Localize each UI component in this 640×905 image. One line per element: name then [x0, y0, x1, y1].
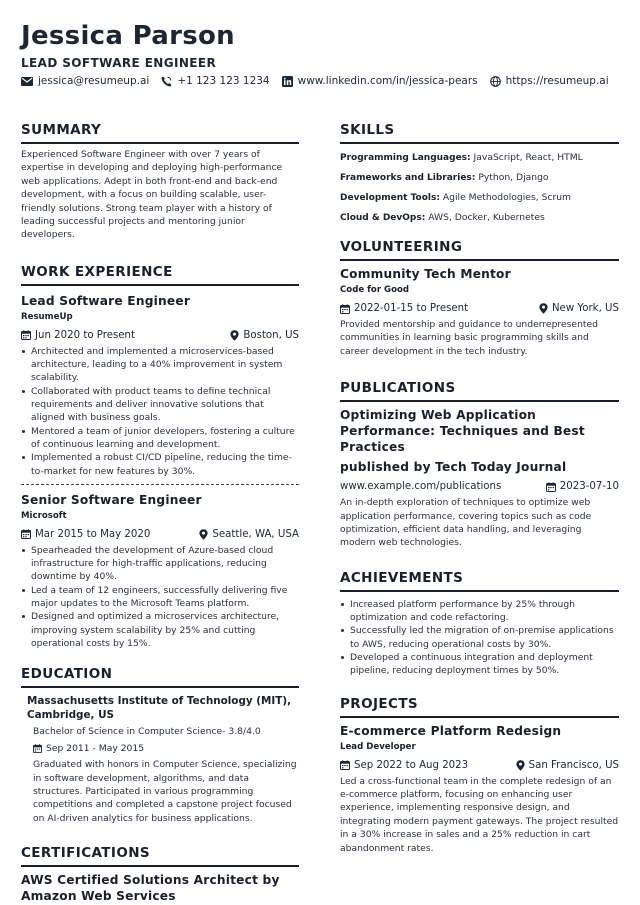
skill-value: Agile Methodologies, Scrum: [439, 192, 572, 203]
entry-divider: [21, 484, 299, 485]
contact-phone[interactable]: [161, 75, 269, 87]
skill-value: JavaScript, React, HTML: [470, 152, 583, 163]
job-meta: [21, 529, 299, 540]
envelope-icon: [21, 77, 33, 86]
summary-text: Experienced Software Engineer with over 7 years of expertise in developing and deploying high-performance web applications. Adept in both front-end and back-end development, with a focus on building scalable, user-friendly solutions. Strong team player with a history of leading successful projects and mentoring junior developers.: [21, 149, 283, 241]
education-details: [33, 726, 299, 825]
education-section: [21, 666, 299, 825]
publications-heading: PUBLICATIONS: [340, 380, 619, 402]
job-location: [230, 330, 299, 341]
skill-row: [340, 191, 619, 205]
education-heading: EDUCATION: [21, 666, 299, 688]
phone-icon: [161, 76, 172, 87]
volunteer-location: [539, 303, 619, 314]
education-degree: Bachelor of Science in Computer Science- 3.8/4.0: [33, 726, 261, 738]
calendar-icon: [546, 482, 556, 492]
publication-title: Optimizing Web Application Performance: Techniques and Best Practices: [340, 408, 585, 455]
project-dates-text: Sep 2022 to Aug 2023: [354, 759, 469, 771]
skill-row: [340, 151, 619, 165]
job-location-text: Seattle, WA, USA: [212, 528, 299, 540]
project-dates: [340, 760, 468, 771]
skills-heading: SKILLS: [340, 122, 619, 144]
job-dates-text: Mar 2015 to May 2020: [35, 528, 151, 540]
list-item: Collaborated with product teams to define technical requirements and deliver innovative solutions that aligned with business goals.: [21, 385, 299, 425]
publication-url[interactable]: www.example.com/publications: [340, 481, 502, 493]
skill-label: Frameworks and Libraries:: [340, 173, 476, 183]
calendar-icon: [33, 744, 42, 753]
certification-title: AWS Certified Solutions Architect by Amazon Web Services: [21, 873, 280, 904]
publications-section: [340, 380, 619, 550]
job-title: Senior Software Engineer: [21, 492, 202, 507]
certifications-heading: CERTIFICATIONS: [21, 845, 299, 867]
skill-label: Programming Languages:: [340, 153, 471, 163]
project-title: E-commerce Platform Redesign: [340, 723, 562, 738]
skill-value: Python, Django: [475, 172, 549, 183]
work-section: [21, 264, 299, 650]
skill-label: Development Tools:: [340, 193, 440, 203]
job-entry: [21, 293, 299, 478]
summary-heading: SUMMARY: [21, 122, 299, 144]
calendar-icon: [21, 330, 31, 340]
publication-meta: [340, 481, 619, 492]
right-column: [340, 122, 619, 855]
calendar-icon: [340, 760, 350, 770]
summary-section: [21, 122, 299, 242]
project-location: [516, 760, 619, 771]
education-text: Graduated with honors in Computer Science, specializing in software development, algorithms, and data structures. Participated in various programming competitions and completed a capstone project focused on AI-driven analytics for business applications.: [33, 759, 297, 824]
website-text: https://resumeup.ai: [505, 75, 609, 87]
education-dates: [33, 743, 144, 754]
skill-value: AWS, Docker, Kubernetes: [425, 212, 545, 223]
map-pin-icon: [230, 330, 239, 341]
publication-text: An in-depth exploration of techniques to optimize web application performance, covering topics such as code optimization, efficient data handling, and leveraging modern web technologies.: [340, 497, 592, 549]
job-dates-text: Jun 2020 to Present: [35, 329, 136, 341]
achievements-list: [340, 598, 619, 678]
job-title: Lead Software Engineer: [21, 293, 191, 308]
skill-row: [340, 171, 619, 185]
job-company: Microsoft: [21, 510, 67, 521]
skill-row: [340, 211, 619, 225]
volunteering-section: [340, 239, 619, 358]
left-column: [21, 122, 299, 904]
list-item: Designed and optimized a microservices architecture, improving system scalability by 25% and cutting operational costs by 15%.: [21, 610, 299, 650]
skill-label: Cloud & DevOps:: [340, 213, 426, 223]
linkedin-icon: [282, 76, 293, 87]
education-meta: [33, 743, 299, 754]
projects-heading: PROJECTS: [340, 696, 619, 718]
job-entry: [21, 492, 299, 650]
list-item: Developed a continuous integration and deployment pipeline, reducing deployment times by 50%.: [340, 651, 619, 678]
job-dates: [21, 529, 150, 540]
contact-website[interactable]: [490, 75, 609, 87]
projects-section: [340, 696, 619, 855]
volunteer-text: Provided mentorship and guidance to underrepresented communities in learning basic programming skills and career development in the tech industry.: [340, 319, 598, 357]
skills-section: [340, 122, 619, 225]
publication-date: [546, 481, 619, 492]
achievements-section: [340, 570, 619, 678]
publication-publisher: published by Tech Today Journal: [340, 460, 567, 475]
volunteer-dates-text: 2022-01-15 to Present: [354, 303, 469, 314]
list-item: Implemented a robust CI/CD pipeline, reducing the time-to-market for new features by 30%.: [21, 451, 299, 478]
publication-date-text: 2023-07-10: [559, 481, 619, 493]
calendar-icon: [21, 529, 31, 539]
education-school: Massachusetts Institute of Technology (MIT), Cambridge, US: [27, 695, 292, 722]
contact-email[interactable]: [21, 75, 149, 87]
job-location: [199, 529, 299, 540]
candidate-name: Jessica Parson: [21, 21, 235, 51]
list-item: Led a team of 12 engineers, successfully delivering five major updates to the Microsoft Teams platform.: [21, 584, 299, 611]
work-heading: WORK EXPERIENCE: [21, 264, 299, 286]
globe-icon: [490, 76, 501, 87]
list-item: Increased platform performance by 25% through optimization and code refactoring.: [340, 598, 619, 625]
contact-linkedin[interactable]: [282, 75, 478, 87]
job-bullets: [21, 345, 299, 478]
project-meta: [340, 760, 619, 771]
linkedin-text: www.linkedin.com/in/jessica-pears: [297, 75, 478, 87]
map-pin-icon: [516, 760, 525, 771]
contact-bar: [21, 75, 621, 87]
job-bullets: [21, 544, 299, 650]
volunteer-dates: [340, 303, 468, 314]
project-role: Lead Developer: [340, 741, 416, 752]
job-company: ResumeUp: [21, 311, 73, 322]
email-text: jessica@resumeup.ai: [38, 75, 150, 87]
education-dates-text: Sep 2011 - May 2015: [46, 743, 145, 755]
list-item: Mentored a team of junior developers, fostering a culture of continuous learning and development.: [21, 425, 299, 452]
certifications-section: [21, 845, 299, 904]
project-text: Led a cross-functional team in the complete redesign of an e-commerce platform, focusing on enhancing user experience, implementing responsive design, and integrating modern payment gateways. The project resulted in a 30% increase in sales and a 25% reduction in cart abandonment rates.: [340, 775, 619, 854]
skills-list: [340, 151, 619, 225]
calendar-icon: [340, 304, 350, 314]
list-item: Spearheaded the development of Azure-based cloud infrastructure for high-traffic applications, reducing downtime by 40%.: [21, 544, 299, 584]
list-item: Architected and implemented a microservices-based architecture, leading to a 40% improvement in system scalability.: [21, 345, 299, 385]
project-location-text: San Francisco, US: [528, 759, 619, 771]
volunteer-location-text: New York, US: [551, 303, 619, 314]
achievements-heading: ACHIEVEMENTS: [340, 570, 619, 592]
list-item: Successfully led the migration of on-premise applications to AWS, reducing operational costs by 30%.: [340, 624, 619, 651]
job-location-text: Boston, US: [243, 329, 299, 341]
candidate-title: LEAD SOFTWARE ENGINEER: [21, 56, 217, 70]
map-pin-icon: [199, 529, 208, 540]
job-dates: [21, 330, 135, 341]
map-pin-icon: [539, 303, 548, 314]
job-meta: [21, 330, 299, 341]
volunteer-meta: [340, 303, 619, 314]
volunteering-heading: VOLUNTEERING: [340, 239, 619, 261]
volunteer-org: Code for Good: [340, 285, 410, 295]
volunteer-title: Community Tech Mentor: [340, 267, 511, 281]
phone-text: +1 123 123 1234: [177, 75, 270, 87]
